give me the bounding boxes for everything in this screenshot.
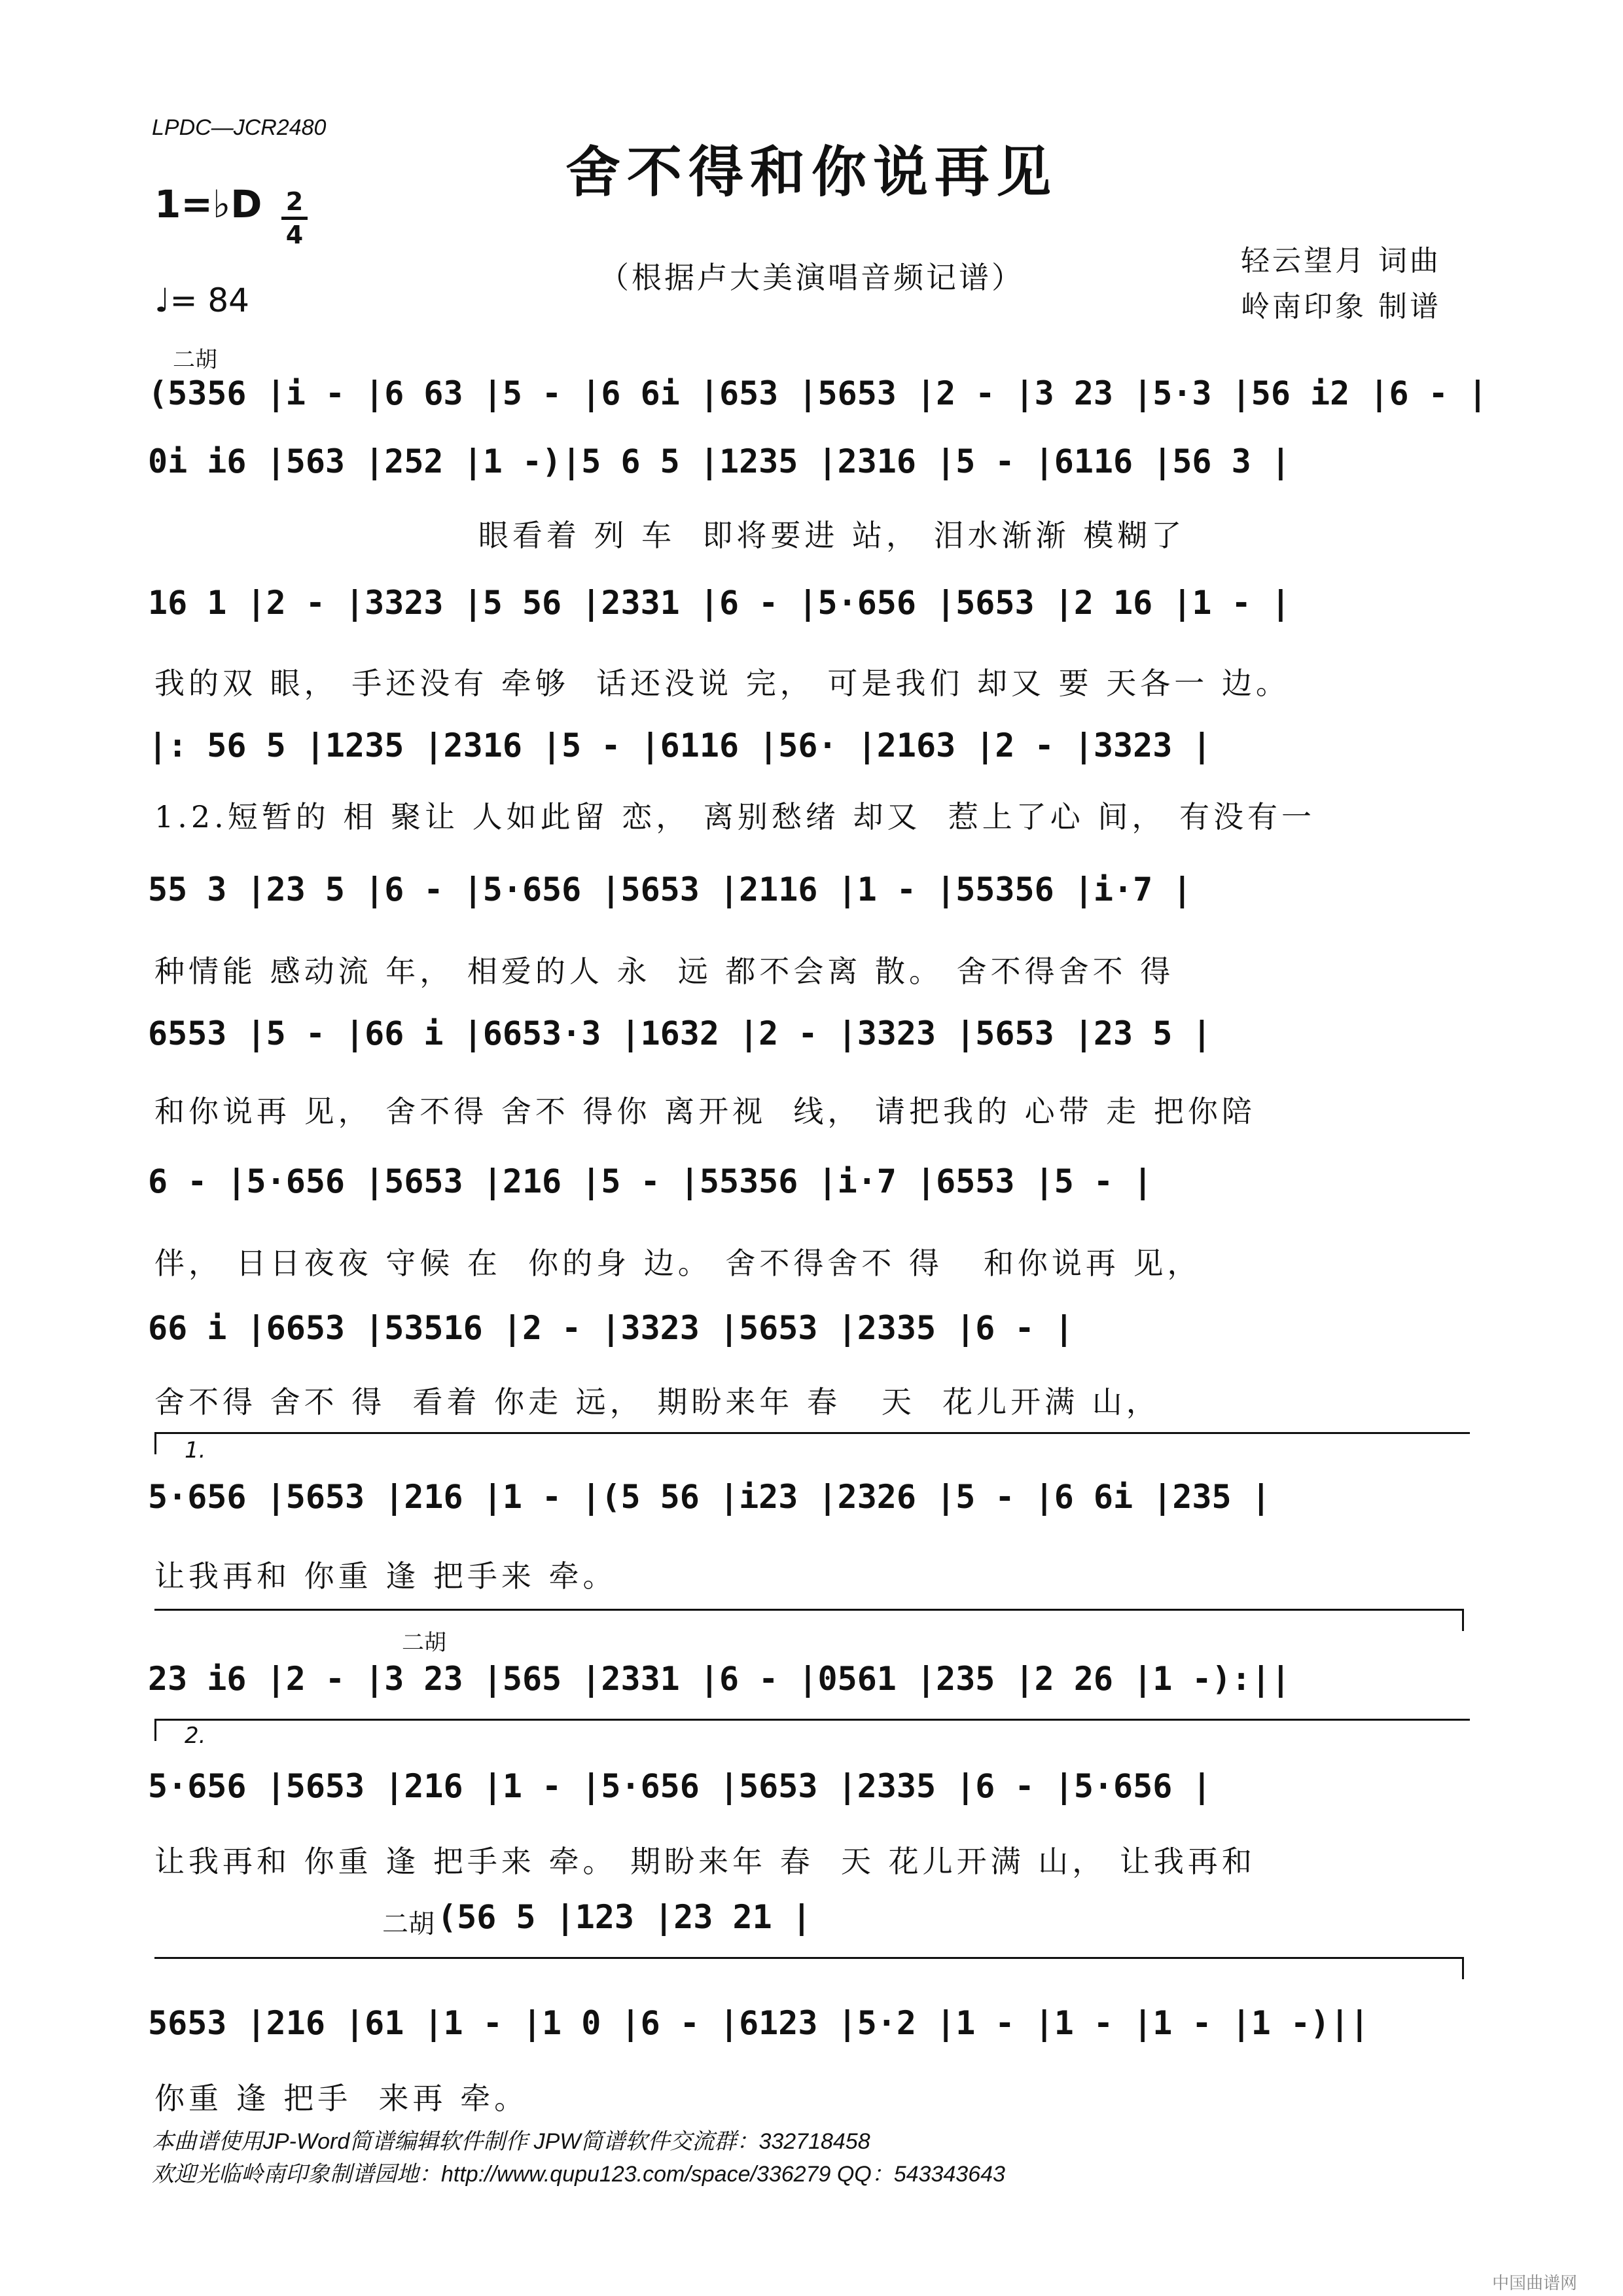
- notation-credit: 岭南印象 制谱: [1241, 290, 1441, 323]
- subtitle: （根据卢大美演唱音频记谱）: [599, 260, 1024, 295]
- coda-bracket: [154, 1957, 1463, 1959]
- lyrics-line-3: 我的双 眼， 手还没有 牵够 话还没说 完， 可是我们 却又 要 天各一 边。: [154, 666, 1290, 701]
- notation-line-4: |: 56 5 |1235 |2316 |5 - |6116 |56· |2163 |2 - |3323 |: [148, 726, 1212, 764]
- notation-line-9: 5·656 |5653 |216 |1 - |(5 56 |i23 |2326 |5 - |6 6i |235 |: [148, 1478, 1271, 1516]
- ending-1-bracket-end: [1462, 1609, 1464, 1631]
- notation-line-3: 16 1 |2 - |3323 |5 56 |2331 |6 - |5·656 |5653 |2 16 |1 - |: [148, 584, 1291, 622]
- page-title: 舍不得和你说再见: [565, 139, 1058, 204]
- ending-2-bracket: [154, 1719, 1470, 1721]
- ending-1-label: 1.: [185, 1437, 206, 1463]
- lyrics-line-13: 你重 逢 把手 来再 牵。: [154, 2081, 529, 2116]
- lyrics-line-8: 舍不得 舍不 得 看着 你走 远， 期盼来年 春 天 花儿开满 山，: [154, 1384, 1160, 1420]
- key-signature: 1=♭D: [154, 182, 262, 226]
- watermark: 中国曲谱网: [1492, 2274, 1578, 2293]
- notation-line-1: (5356 |i - |6 63 |5 - |6 6i |653 |5653 |2 - |3 23 |5·3 |56 i2 |6 - |: [148, 374, 1488, 412]
- notation-line-6: 6553 |5 - |66 i |6653·3 |1632 |2 - |3323 |5653 |23 5 |: [148, 1014, 1212, 1052]
- ending-1-bracket: [154, 1432, 1470, 1434]
- lyrics-line-4: 1.2.短暂的 相 聚让 人如此留 恋， 离别愁绪 却又 惹上了心 间， 有没有一: [154, 799, 1315, 834]
- erhu-prefix: 二胡: [382, 1909, 435, 1939]
- lyrics-line-6: 和你说再 见， 舍不得 舍不 得你 离开视 线， 请把我的 心带 走 把你陪: [154, 1094, 1256, 1129]
- lyrics-line-2: 眼看着 列 车 即将要进 站， 泪水渐渐 模糊了: [154, 518, 1186, 553]
- erhu-mark: 二胡: [173, 347, 217, 373]
- time-signature-top: 2: [285, 187, 304, 216]
- tempo-marking: ♩= 84: [154, 281, 249, 319]
- ending-2-bracket-hook: [154, 1719, 156, 1741]
- footer-line-1: 本曲谱使用JP-Word简谱编辑软件制作 JPW简谱软件交流群：332718458: [152, 2129, 870, 2154]
- time-signature: [281, 188, 308, 248]
- notation-line-10: 23 i6 |2 - |3 23 |565 |2331 |6 - |0561 |235 |2 26 |1 -):||: [148, 1660, 1291, 1698]
- lyrics-line-5: 种情能 感动流 年， 相爱的人 永 远 都不会离 散。 舍不得舍不 得: [154, 954, 1175, 989]
- lyrics-line-7: 伴， 日日夜夜 守候 在 你的身 边。 舍不得舍不 得 和你说再 见，: [154, 1246, 1202, 1281]
- score-id: LPDC—JCR2480: [152, 115, 327, 140]
- notation-line-5: 55 3 |23 5 |6 - |5·656 |5653 |2116 |1 - |55356 |i·7 |: [148, 870, 1192, 908]
- lyrics-line-11: 让我再和 你重 逢 把手来 牵。 期盼来年 春 天 花儿开满 山， 让我再和: [154, 1844, 1256, 1879]
- notation-line-7: 6 - |5·656 |5653 |216 |5 - |55356 |i·7 |6553 |5 - |: [148, 1162, 1153, 1200]
- ending-1-bracket-hook: [154, 1432, 156, 1454]
- notation-line-2: 0i i6 |563 |252 |1 -)|5 6 5 |1235 |2316 |5 - |6116 |56 3 |: [148, 442, 1291, 480]
- lyrics-line-9: 让我再和 你重 逢 把手来 牵。: [154, 1558, 617, 1594]
- ending-2-label: 2.: [185, 1723, 206, 1749]
- coda-bracket-end: [1462, 1957, 1464, 1979]
- notation-line-11: 5·656 |5653 |216 |1 - |5·656 |5653 |2335 |6 - |5·656 |: [148, 1767, 1212, 1805]
- time-signature-bottom: 4: [285, 221, 304, 249]
- notation-line-13: 5653 |216 |61 |1 - |1 0 |6 - |6123 |5·2 |1 - |1 - |1 - |1 -)||: [148, 2004, 1370, 2042]
- ending-1-bracket-cont: [154, 1609, 1463, 1611]
- notation-line-12: (56 5 |123 |23 21 |: [437, 1898, 812, 1936]
- time-signature-line: [281, 217, 308, 220]
- footer-line-2: 欢迎光临岭南印象制谱园地：http://www.qupu123.com/space/336279 QQ：543343643: [152, 2162, 1005, 2187]
- lyrics-music-credit: 轻云望月 词曲: [1241, 244, 1441, 278]
- notation-line-8: 66 i |6653 |53516 |2 - |3323 |5653 |2335 |6 - |: [148, 1309, 1074, 1347]
- erhu-mark-2: 二胡: [402, 1630, 446, 1656]
